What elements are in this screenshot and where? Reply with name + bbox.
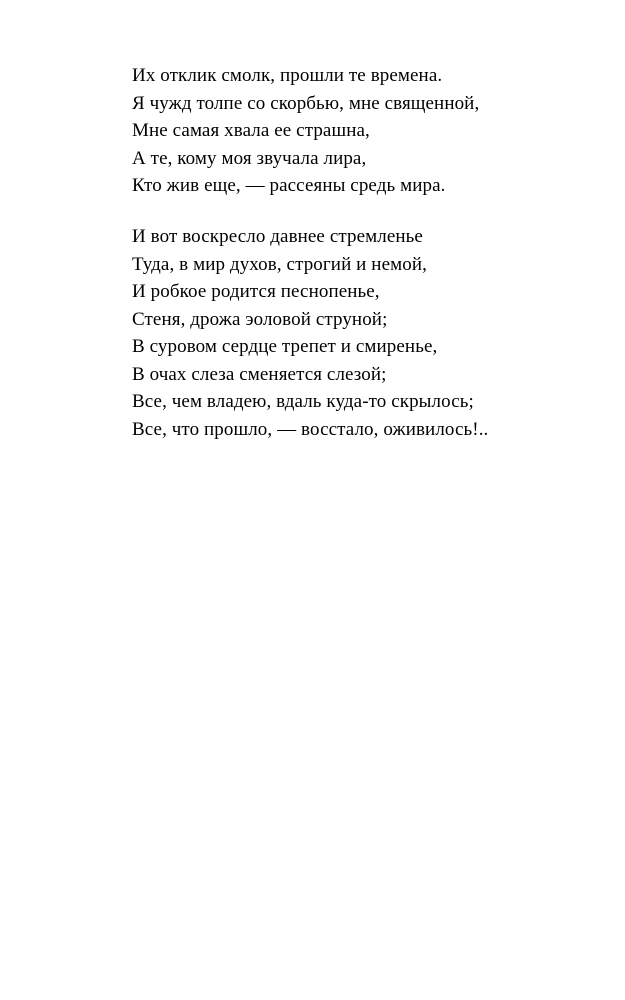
poem-line: Я чужд толпе со скорбью, мне священной, xyxy=(132,92,480,114)
poem-line: Их отклик смолк, прошли те времена. xyxy=(132,65,443,86)
poem-line: А те, кому моя звучала лира, xyxy=(132,147,367,169)
poem-line: Все, что прошло, — восстало, оживилось!.. xyxy=(132,418,489,440)
poem-line: И вот воскресло давнее стремленье xyxy=(132,226,423,247)
stanza-1 xyxy=(132,62,479,200)
poem-line: Туда, в мир духов, строгий и немой, xyxy=(132,253,427,275)
stanza-2 xyxy=(132,223,488,443)
poem-line: В суровом сердце трепет и смиренье, xyxy=(132,336,438,357)
poem-line: В очах слеза сменяется слезой; xyxy=(132,363,387,385)
poem-line: Кто жив еще, — рассеяны средь мира. xyxy=(132,175,446,196)
poem-line: Мне самая хвала ее страшна, xyxy=(132,120,370,141)
poem-line: Стеня, дрожа эоловой струной; xyxy=(132,308,388,330)
poem-line: Все, чем владею, вдаль куда-то скрылось; xyxy=(132,391,474,412)
poem-line: И робкое родится песнопенье, xyxy=(132,281,380,302)
